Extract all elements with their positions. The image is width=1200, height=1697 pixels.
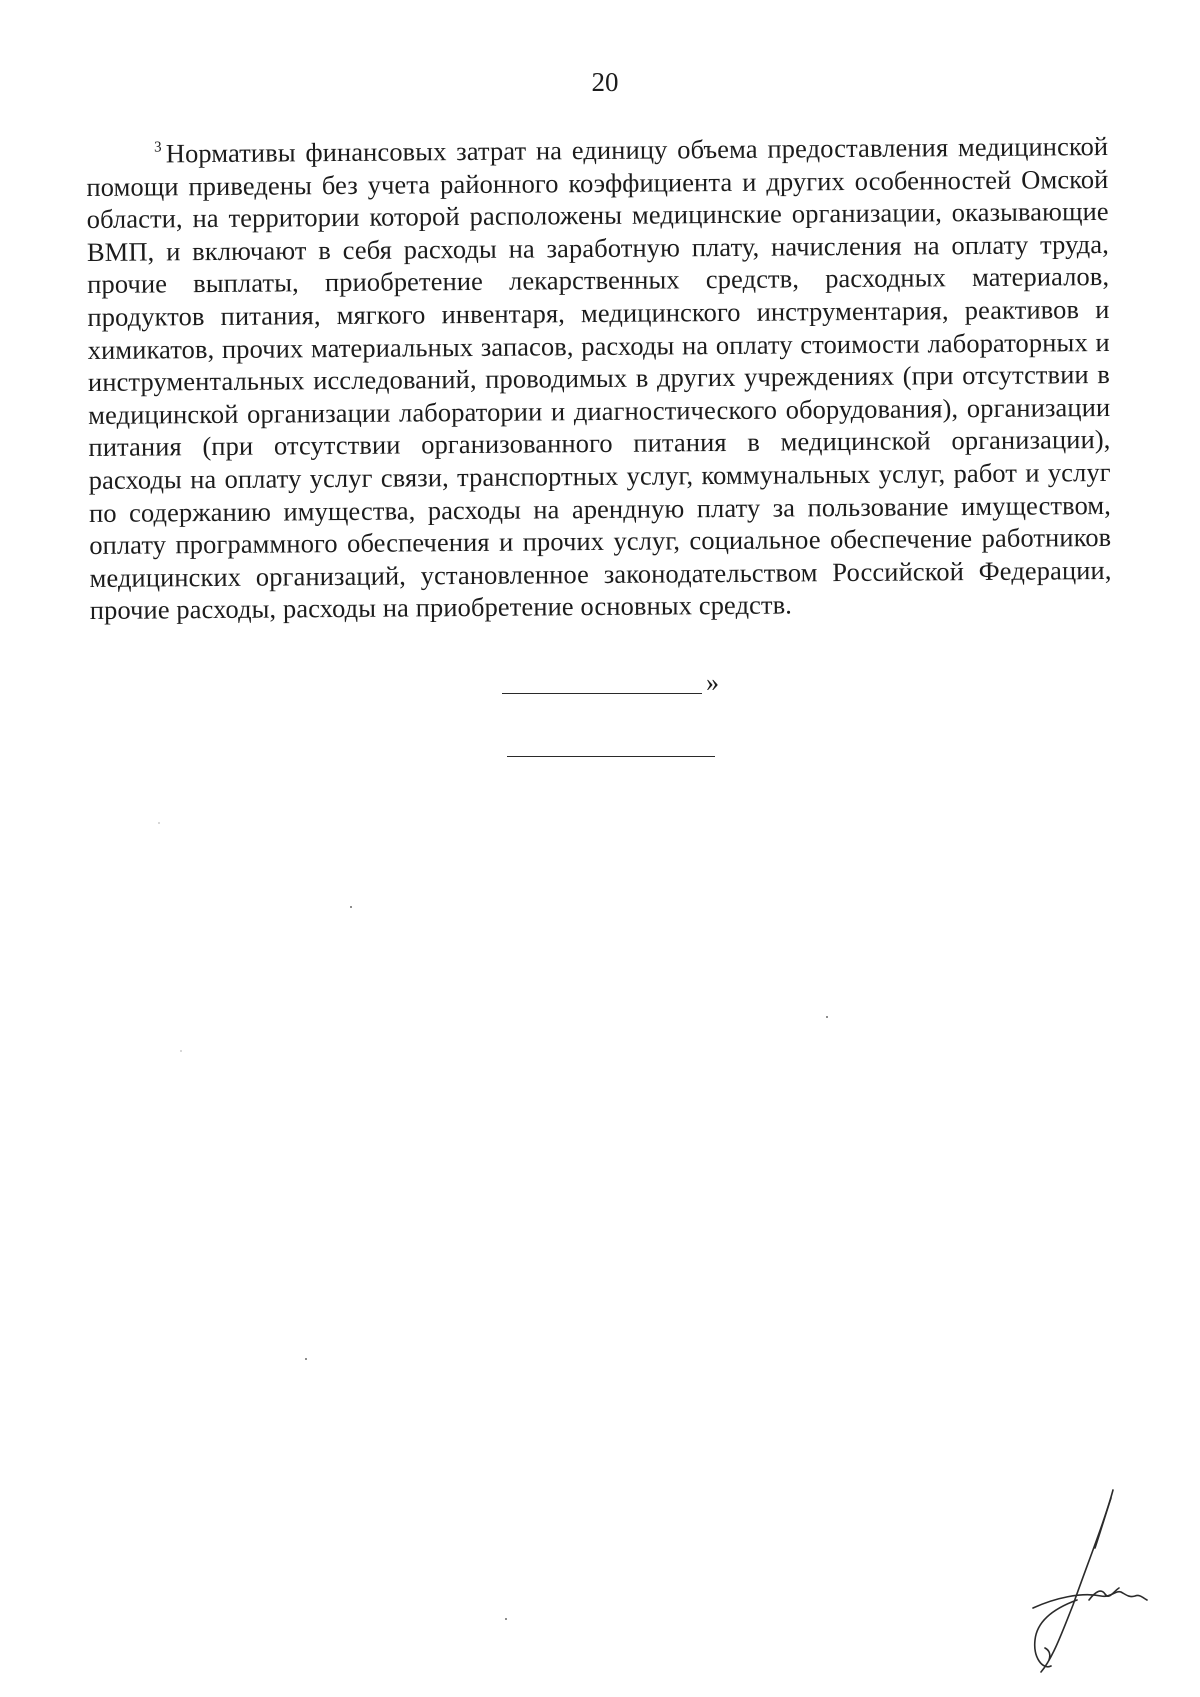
footnote-text: Нормативы финансовых затрат на единицу объема предоставления медицинской помощи приведены без учета районного коэффициента и других особенностей Омской области, на территории которой расположены медицинские организации, оказывающие ВМП, и включают в себя расходы на заработную плату, начисления на оплату труда, прочие выплаты, приобретение лекарственных средств, расходных материалов, продуктов питания, мягкого инвентаря, медицинского инструментария, реактивов и химикатов, прочих материальных запасов, расходы на оплату стоимости лабораторных и инструментальных исследований, проводимых в других учреждениях (при отсутствии в медицинской организации лаборатории и диагностического оборудования), организации питания (при отсутствии организованного питания в медицинской организации), расходы на оплату услуг связи, транспортных услуг, коммунальных услуг, работ и услуг по содержанию имущества, расходы на арендную плату за пользование имуществом, оплату программного обеспечения и прочих услуг, социальное обеспечение работников медицинских организаций, установленное законодательством Российской Федерации, прочие расходы, расходы на приобретение основных средств. bbox=[86, 130, 1112, 625]
scan-speck bbox=[305, 1358, 307, 1360]
handwritten-signature-icon bbox=[1015, 1480, 1150, 1680]
closing-rule-line bbox=[502, 693, 702, 694]
footnote-marker: 3 bbox=[154, 138, 162, 155]
scan-speck bbox=[350, 906, 352, 908]
scan-speck bbox=[505, 1618, 507, 1620]
closing-quote-mark: » bbox=[706, 668, 719, 697]
closing-quote-rule bbox=[502, 666, 719, 698]
end-of-document-rule bbox=[507, 756, 715, 757]
scan-speck bbox=[826, 1016, 828, 1018]
footnote-paragraph bbox=[86, 123, 1112, 626]
scan-speck bbox=[158, 822, 160, 824]
page-number: 20 bbox=[591, 67, 619, 97]
scan-speck bbox=[180, 1050, 182, 1052]
